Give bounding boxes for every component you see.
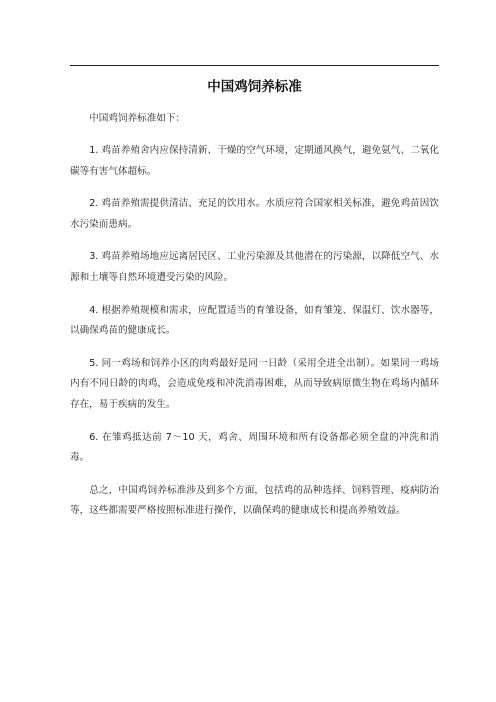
item-number: 6. (89, 431, 99, 443)
standard-item-5 (70, 354, 439, 416)
item-text: 鸡苗养殖需提供清洁、充足的饮用水。水质应符合国家相关标准，避免鸡苗因饮水污染而患病。 (70, 198, 439, 231)
item-number: 1. (89, 145, 99, 157)
conclusion-paragraph: 总之，中国鸡饲养标准涉及到多个方面，包括鸡的品种选择、饲料管理、疫病防治等，这些都需要严格按照标准进行操作，以确保鸡的健康成长和提高养殖效益。 (70, 484, 439, 517)
intro-paragraph: 中国鸡饲养标准如下： (89, 113, 186, 124)
standard-item-4 (70, 301, 439, 343)
document-title: 中国鸡饲养标准 (207, 79, 302, 95)
item-number: 2. (89, 198, 99, 210)
document-body (70, 109, 439, 534)
item-text: 天，鸡舍、周围环境和所有设备都必须全盘的冲洗和消毒。 (70, 431, 439, 464)
item-text: 在雏鸡抵达前 (98, 431, 166, 443)
standard-item-6 (70, 428, 439, 470)
item-text: 同一鸡场和饲养小区的肉鸡最好是同一日龄（采用全进全出制）。如果同一鸡场内有不同日龄的肉鸡，会造成免疫和冲洗消毒困难，从而导致病原微生物在鸡场内循环存在，易于疾病的发生。 (70, 357, 439, 411)
item-number: 5. (89, 357, 99, 369)
standard-item-1 (70, 141, 439, 183)
item-number: 4. (89, 304, 99, 316)
item-text: 根据养殖规模和需求，应配置适当的育雏设备，如育雏笼、保温灯、饮水器等，以确保鸡苗的健康成长。 (70, 304, 439, 337)
item-number: 3. (89, 251, 99, 263)
standard-item-3 (70, 247, 439, 289)
item-text: 鸡苗养殖场地应远离居民区、工业污染源及其他潜在的污染源，以降低空气、水源和土壤等自然环境遭受污染的风险。 (70, 251, 439, 284)
day-range: 7～10 (165, 431, 195, 443)
header-rule (70, 65, 439, 66)
item-text: 鸡苗养殖舍内应保持清新、干燥的空气环境，定期通风换气，避免氨气、二氧化碳等有害气体超标。 (70, 145, 439, 178)
standard-item-2 (70, 194, 439, 236)
